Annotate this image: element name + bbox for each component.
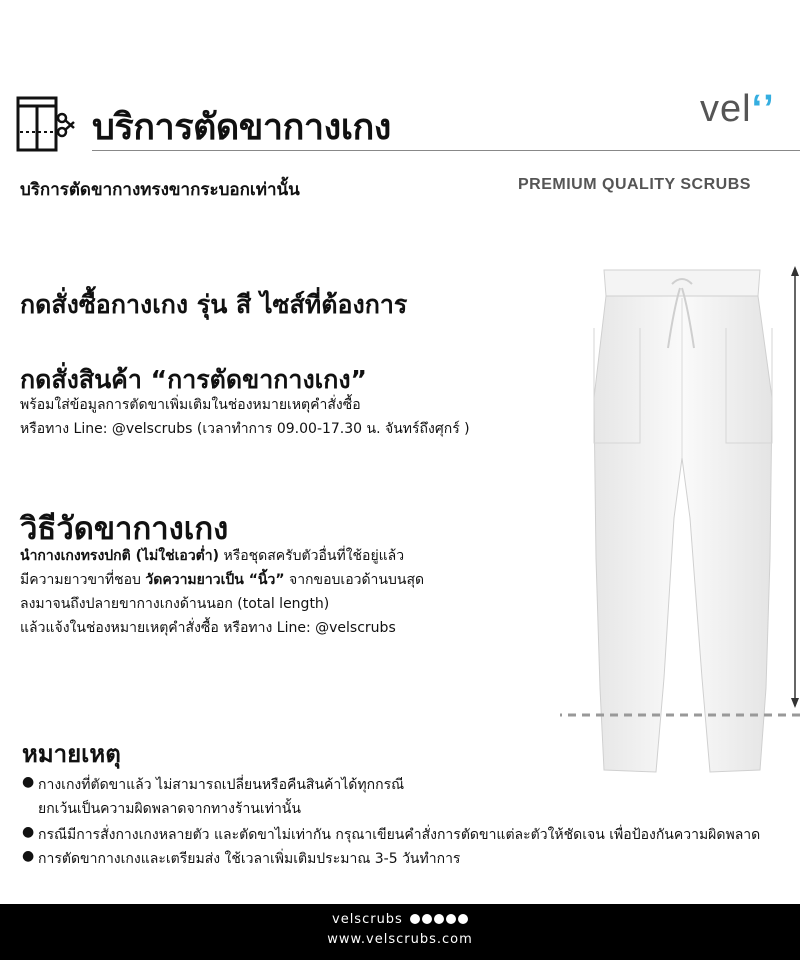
measure-line2-rest: จากขอบเอวด้านบนสุด: [284, 572, 425, 588]
header-divider: [92, 150, 800, 151]
bullet-icon: ●: [22, 774, 35, 790]
step2-text-line2: หรือทาง Line: @velscrubs (เวลาทำการ 09.00-17.30 น. จันทร์ถึงศุกร์ ): [20, 421, 470, 437]
pants-illustration: [560, 258, 800, 778]
social-handle: velscrubs: [332, 912, 403, 927]
step1-heading: กดสั่งซื้อกางเกง รุ่น สี ไซส์ที่ต้องการ: [20, 290, 408, 319]
note-item-3: การตัดขากางเกงและเตรียมส่ง ใช้เวลาเพิ่มเติมประมาณ 3-5 วันทำการ: [38, 851, 461, 867]
bullet-icon: ●: [22, 824, 35, 840]
brand-logo: [700, 88, 775, 131]
page-title: บริการตัดขากางเกง: [92, 107, 391, 148]
measure-line1: [20, 545, 404, 567]
measure-line4: แล้วแจ้งในช่องหมายเหตุคำสั่งซื้อ หรือทาง Line: @velscrubs: [20, 620, 396, 636]
note-item-1: กางเกงที่ตัดขาแล้ว ไม่สามารถเปลี่ยนหรือคืนสินค้าได้ทุกกรณี: [38, 777, 405, 793]
logo-mark: ʻʼ: [751, 88, 775, 130]
measure-line2-pre: มีความยาวขาที่ชอบ: [20, 572, 146, 588]
instagram-icon[interactable]: [410, 914, 420, 924]
measure-line2-bold: วัดความยาวเป็น “นิ้ว”: [145, 572, 285, 588]
line-icon[interactable]: [434, 914, 444, 924]
facebook-icon[interactable]: [422, 914, 432, 924]
bullet-icon: ●: [22, 848, 35, 864]
measure-line3: ลงมาจนถึงปลายขากางเกงด้านนอก (total length): [20, 596, 330, 612]
measure-line2: [20, 569, 424, 591]
note-item-1-cont: ยกเว้นเป็นความผิดพลาดจากทางร้านเท่านั้น: [38, 801, 301, 817]
tiktok-icon[interactable]: [446, 914, 456, 924]
step2-text-line1: พร้อมใส่ข้อมูลการตัดขาเพิ่มเติมในช่องหมายเหตุคำสั่งซื้อ: [20, 397, 361, 413]
measure-line1-rest: หรือชุดสครับตัวอื่นที่ใช้อยู่แล้ว: [219, 548, 405, 564]
website-link[interactable]: www.velscrubs.com: [327, 932, 473, 947]
step2-heading: กดสั่งสินค้า “การตัดขากางเกง”: [20, 365, 367, 394]
brand-tagline: PREMIUM QUALITY SCRUBS: [518, 176, 751, 193]
measure-line1-bold: นำกางเกงทรงปกติ (ไม่ใช่เอวต่ำ): [20, 548, 220, 564]
note-item-2: กรณีมีการสั่งกางเกงหลายตัว และตัดขาไม่เท่ากัน กรุณาเขียนคำสั่งการตัดขาแต่ละตัวให้ชัดเจน เพื่อป้องกันความผิดพลาด: [38, 827, 761, 843]
logo-text: vel: [700, 88, 752, 130]
subtitle: บริการตัดขากางทรงขากระบอกเท่านั้น: [20, 180, 300, 200]
footer-social: [0, 912, 800, 927]
pants-scissors-icon: [16, 96, 76, 152]
measure-heading: วิธีวัดขากางเกง: [20, 511, 229, 547]
notes-heading: หมายเหตุ: [22, 740, 121, 768]
youtube-icon[interactable]: [458, 914, 468, 924]
